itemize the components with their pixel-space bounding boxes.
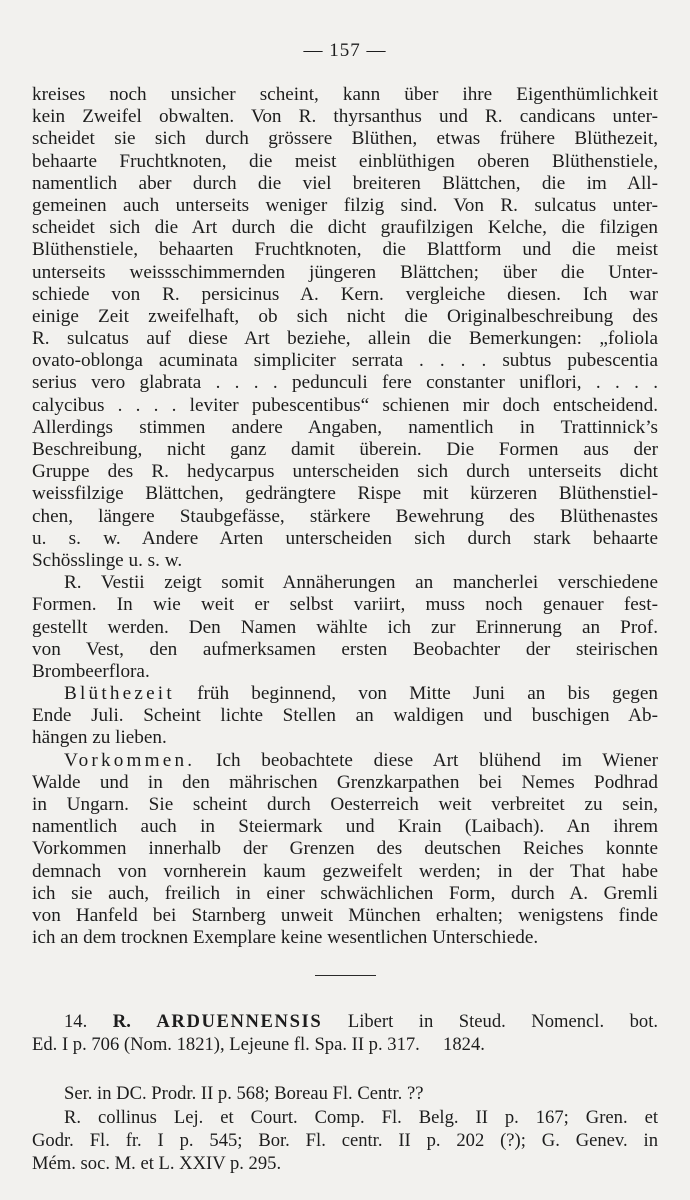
- text-line: Beschreibung, nicht ganz damit überein. Die Formen aus der: [32, 439, 658, 460]
- species-genus: R.: [112, 1011, 131, 1032]
- paragraph-vorkommen-lines: [32, 772, 658, 950]
- entry-synonym-line: Mém. soc. M. et L. XXIV p. 295.: [32, 1152, 282, 1174]
- text-line: weissfilzige Blättchen, gedrängtere Rispe mit kürzeren Blüthenstiel-: [32, 483, 658, 505]
- entry-gap: [32, 1056, 658, 1082]
- text-line: scheidet sie sich durch grössere Blüthen, etwas frühere Blüthezeit,: [32, 128, 658, 150]
- text-line: gemeinen auch unterseits weniger filzig sind. Von R. sulcatus unter-: [32, 194, 658, 216]
- text-line: behaarte Fruchtknoten, die meist einblüthigen oberen Blüthenstiele,: [32, 150, 658, 172]
- page-number: — 157 —: [303, 40, 387, 61]
- text-line: scheidet sich die Art durch die dicht graufilzigen Kelche, die filzigen: [32, 217, 658, 239]
- text-line: namentlich aber durch die viel breiteren Blättchen, die im All-: [32, 172, 658, 194]
- entry-synonym-line: Godr. Fl. fr. I p. 545; Bor. Fl. centr. II p. 202 (?); G. Genev. in: [32, 1129, 658, 1151]
- text-line: Walde und in den mährischen Grenzkarpathen bei Nemes Podhrad: [32, 771, 658, 793]
- text-line: kreises noch unsicher scheint, kann über ihre Eigenthümlichkeit: [32, 84, 658, 105]
- text-line: einige Zeit zweifelhaft, ob sich nicht die Originalbeschreibung des: [32, 305, 658, 327]
- text-line: Blüthenstiele, behaarten Fruchtknoten, die Blattform und die meist: [32, 239, 658, 261]
- section-divider: [315, 975, 376, 976]
- text-line: schiede von R. persicinus A. Kern. vergleiche diesen. Ich war: [32, 283, 658, 305]
- text-line: calycibus . . . . leviter pubescentibus“ schienen mir doch entscheidend.: [32, 394, 658, 416]
- text-line: Brombeerflora.: [32, 660, 150, 682]
- text-line: ovato-oblonga acuminata simpliciter serrata . . . . subtus pubescentia: [32, 350, 658, 372]
- text-line: u. s. w. Andere Arten unterscheiden sich durch stark behaarte: [32, 527, 658, 549]
- text-line: unterseits weissschimmernden jüngeren Blättchen; über die Unter-: [32, 261, 658, 283]
- text-line: R. Vestii zeigt somit Annäherungen an mancherlei verschiedene: [64, 572, 658, 594]
- paragraph-description: [32, 84, 658, 572]
- paragraph-vorkommen: [32, 750, 658, 950]
- section-label-bluethezeit: Blüthezeit: [64, 683, 175, 705]
- text-line: von Hanfeld bei Starnberg unweit München erhalten; wenigstens finde: [32, 904, 658, 926]
- paragraph-bluethezeit: [32, 683, 658, 750]
- text-line: chen, längere Staubgefässe, stärkere Bewehrung des Blüthenastes: [32, 505, 658, 527]
- paragraph-bluethezeit-lines: [32, 705, 658, 749]
- paragraph-vestii: [32, 572, 658, 683]
- text-line: [32, 683, 658, 705]
- entry-heading-line: [32, 1010, 658, 1033]
- text-line: von Vest, den aufmerksamen ersten Beobachter der steirischen: [32, 638, 658, 660]
- text-line: hängen zu lieben.: [32, 727, 167, 749]
- body-text: [32, 84, 658, 949]
- text-line: in Ungarn. Sie scheint durch Oesterreich weit verbreitet zu sein,: [32, 794, 658, 815]
- text-line: ich sie auch, freilich in einer schwächlichen Form, durch A. Gremli: [32, 882, 658, 904]
- text-line: namentlich auch in Steiermark und Krain (Laibach). An ihrem: [32, 816, 658, 838]
- species-name: ARDUENNENSIS: [156, 1011, 323, 1032]
- text-line: Ende Juli. Scheint lichte Stellen an waldigen und buschigen Ab-: [32, 705, 658, 727]
- text-line: Gruppe des R. hedycarpus unterscheiden sich durch unterseits dicht: [32, 461, 658, 483]
- text-line: gestellt werden. Den Namen wählte ich zur Erinnerung an Prof.: [32, 616, 658, 638]
- text-line: ich an dem trocknen Exemplare keine wesentlichen Unterschiede.: [32, 927, 539, 949]
- text-run: Ich beobachtete diese Art blühend im Wiener: [195, 749, 658, 771]
- entry-synonym-line: R. collinus Lej. et Court. Comp. Fl. Belg. II p. 167; Gren. et: [64, 1106, 658, 1128]
- text-run: früh beginnend, von Mitte Juni an bis gegen: [174, 683, 658, 705]
- entry-number: 14.: [64, 1011, 88, 1032]
- text-line: [32, 750, 658, 772]
- section-label-vorkommen: Vorkommen.: [64, 749, 196, 771]
- text-line: serius vero glabrata . . . . pedunculi fere constanter uniflori, . . . .: [32, 372, 658, 394]
- entry-citation-line: Ed. I p. 706 (Nom. 1821), Lejeune fl. Spa. II p. 317. 1824.: [32, 1034, 485, 1056]
- text-line: R. sulcatus auf diese Art beziehe, allein die Bemerkungen: „foliola: [32, 328, 658, 350]
- entry-citation: Libert in Steud. Nomencl. bot.: [347, 1011, 659, 1032]
- entry-synonym-line: Ser. in DC. Prodr. II p. 568; Boreau Fl. Centr. ??: [64, 1083, 424, 1105]
- text-line: Vorkommen innerhalb der Grenzen des deutschen Reiches konnte: [32, 838, 658, 860]
- text-line: Schösslinge u. s. w.: [32, 549, 183, 571]
- text-line: kein Zweifel obwalten. Von R. thyrsanthus und R. candicans unter-: [32, 106, 658, 128]
- text-line: Formen. In wie weit er selbst variirt, muss noch genauer fest-: [32, 594, 658, 616]
- text-line: Allerdings stimmen andere Angaben, namentlich in Trattinnick’s: [32, 416, 658, 438]
- species-entry: [32, 1010, 658, 1175]
- text-line: demnach von vornherein kaum gezweifelt werden; in der That habe: [32, 860, 658, 882]
